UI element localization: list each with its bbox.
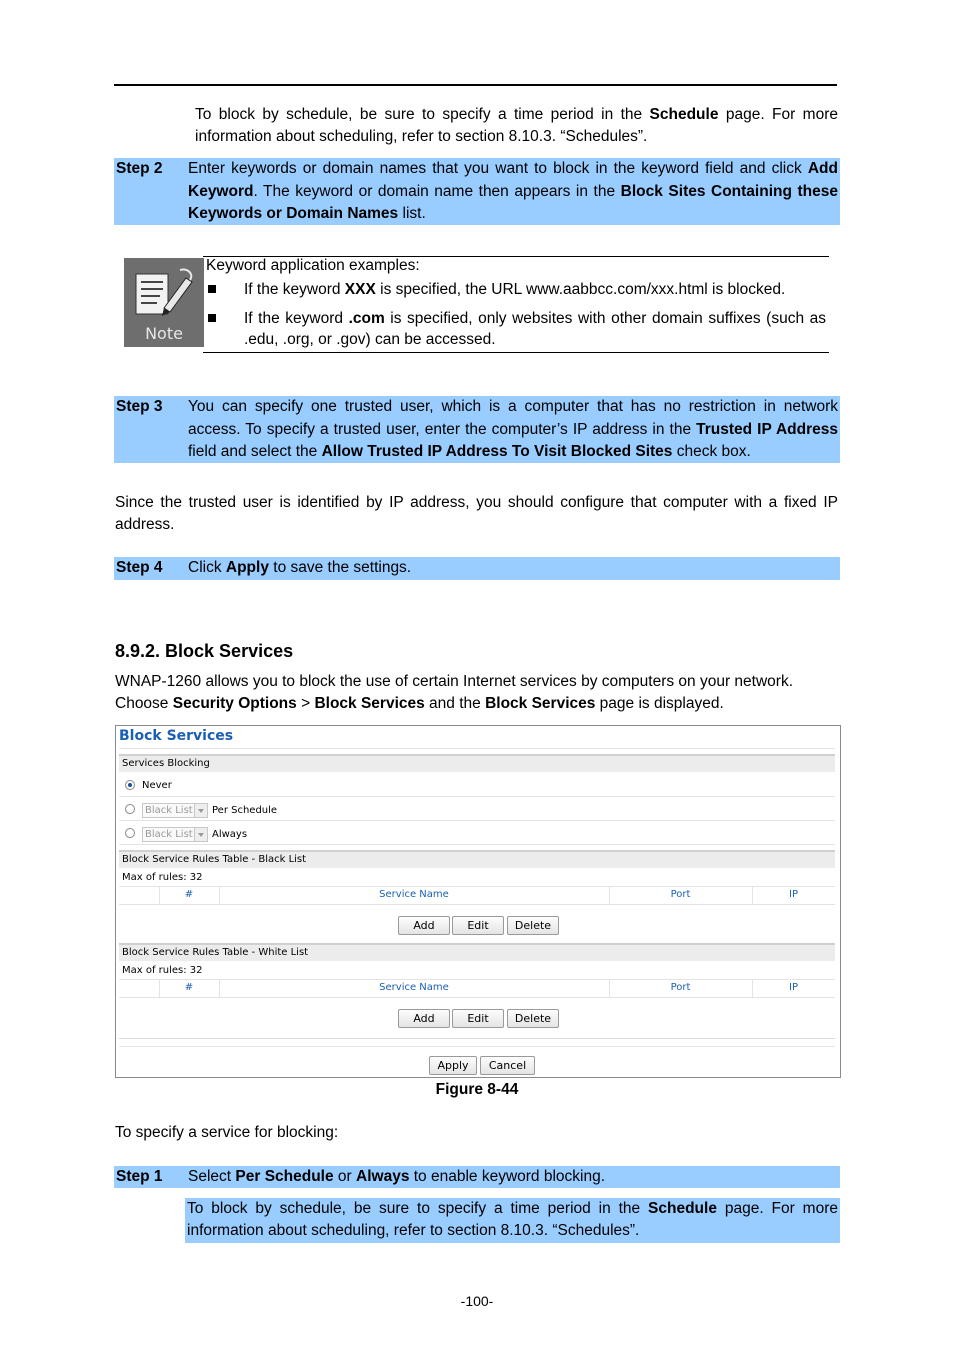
page-number: -100- <box>460 1293 494 1309</box>
trusted-paragraph: Since the trusted user is identified by IP address, you should configure that computer with a fixed IP address. <box>115 494 838 533</box>
bullet-icon <box>208 314 216 322</box>
note-icon-label: Note <box>145 324 183 343</box>
col-port: Port <box>670 982 691 993</box>
black-list-header <box>119 850 835 868</box>
step-label: Step 1 <box>116 1168 163 1185</box>
block-services-screenshot <box>115 725 841 1078</box>
col-port: Port <box>670 889 691 900</box>
step-text: You can specify one trusted user, which is a computer that has no restriction in network access. To specify a trusted user, enter the computer’s IP address in the Trusted IP Address field and select the Allow Trusted IP Address To Visit Blocked Sites check box. <box>188 398 838 460</box>
black-delete-button[interactable]: Delete <box>507 916 559 935</box>
title-underline <box>119 748 835 749</box>
bullet-icon <box>208 285 216 293</box>
step-text: Click Apply to save the settings. <box>188 559 412 576</box>
footer-divider <box>119 1046 835 1047</box>
note-heading: Keyword application examples: <box>206 257 420 274</box>
option-schedule-row <box>119 797 835 821</box>
col-service-name: Service Name <box>379 889 449 900</box>
col-num: # <box>184 889 194 900</box>
chevron-down-icon <box>194 804 207 817</box>
step-label: Step 2 <box>116 160 163 177</box>
col-service-name: Service Name <box>379 982 449 993</box>
never-radio[interactable] <box>125 780 135 790</box>
apply-button[interactable]: Apply <box>429 1056 477 1075</box>
black-list-max: Max of rules: 32 <box>122 872 203 883</box>
white-list-header <box>119 943 835 961</box>
black-list-table-header <box>119 886 835 905</box>
always-radio[interactable] <box>125 828 135 838</box>
ui-page-title: Block Services <box>119 728 234 744</box>
step-4 <box>114 557 840 580</box>
white-edit-button[interactable]: Edit <box>452 1009 504 1028</box>
note-bullet-1: If the keyword XXX is specified, the URL www.aabbcc.com/xxx.html is blocked. <box>244 281 786 298</box>
per-schedule-radio[interactable] <box>125 804 135 814</box>
footer-divider <box>119 1038 835 1039</box>
option-always-row <box>119 821 835 845</box>
white-delete-button[interactable]: Delete <box>507 1009 559 1028</box>
header-rule <box>114 84 837 86</box>
step-label: Step 3 <box>116 398 163 415</box>
option-never-row <box>119 774 835 797</box>
always-list-value: Black List <box>145 829 193 840</box>
white-add-button[interactable]: Add <box>398 1009 450 1028</box>
never-label: Never <box>142 780 172 791</box>
white-list-table-header <box>119 979 835 998</box>
always-list-select[interactable] <box>142 827 208 842</box>
step-1-note: To block by schedule, be sure to specify a time period in the Schedule page. For more information about scheduling, refer to section 8.10.3. “Schedules”. <box>185 1198 840 1243</box>
section-heading: 8.9.2. Block Services <box>115 641 294 661</box>
black-edit-button[interactable]: Edit <box>452 916 504 935</box>
services-blocking-header <box>119 754 835 772</box>
step-1 <box>114 1166 840 1188</box>
step-2 <box>114 158 840 225</box>
col-ip: IP <box>789 982 798 993</box>
note-bullet-2: If the keyword .com is specified, only websites with other domain suffixes (such as .edu, .org, or .gov) can be accessed. <box>244 310 827 348</box>
step-3 <box>114 396 840 463</box>
step-label: Step 4 <box>116 559 163 576</box>
specify-paragraph: To specify a service for blocking: <box>115 1124 339 1141</box>
section-paragraph-1: WNAP-1260 allows you to block the use of certain Internet services by computers on your network. <box>115 673 794 690</box>
cancel-button[interactable]: Cancel <box>480 1056 535 1075</box>
step-text: Enter keywords or domain names that you want to block in the keyword field and click Add Keyword. The keyword or domain name then appears in the Block Sites Containing these Keywords or Domain Names list. <box>188 160 838 222</box>
step-text: Select Per Schedule or Always to enable keyword blocking. <box>188 1168 606 1185</box>
chevron-down-icon <box>194 828 207 841</box>
white-list-title: Block Service Rules Table - White List <box>122 947 309 958</box>
schedule-list-value: Black List <box>145 805 193 816</box>
black-list-title: Block Service Rules Table - Black List <box>122 854 307 865</box>
note-icon <box>124 258 204 347</box>
per-schedule-label: Per Schedule <box>212 805 278 816</box>
col-num: # <box>184 982 194 993</box>
always-label: Always <box>212 829 248 840</box>
services-blocking-label: Services Blocking <box>122 758 210 769</box>
figure-caption: Figure 8-44 <box>435 1081 519 1098</box>
schedule-list-select[interactable] <box>142 803 208 818</box>
white-list-max: Max of rules: 32 <box>122 965 203 976</box>
section-paragraph-2: Choose Security Options > Block Services and the Block Services page is displayed. <box>115 695 724 712</box>
note-bottom-rule <box>203 352 829 353</box>
intro-paragraph: To block by schedule, be sure to specify a time period in the Schedule page. For more information about scheduling, refer to section 8.10.3. “Schedules”. <box>195 106 838 145</box>
col-ip: IP <box>789 889 798 900</box>
black-add-button[interactable]: Add <box>398 916 450 935</box>
